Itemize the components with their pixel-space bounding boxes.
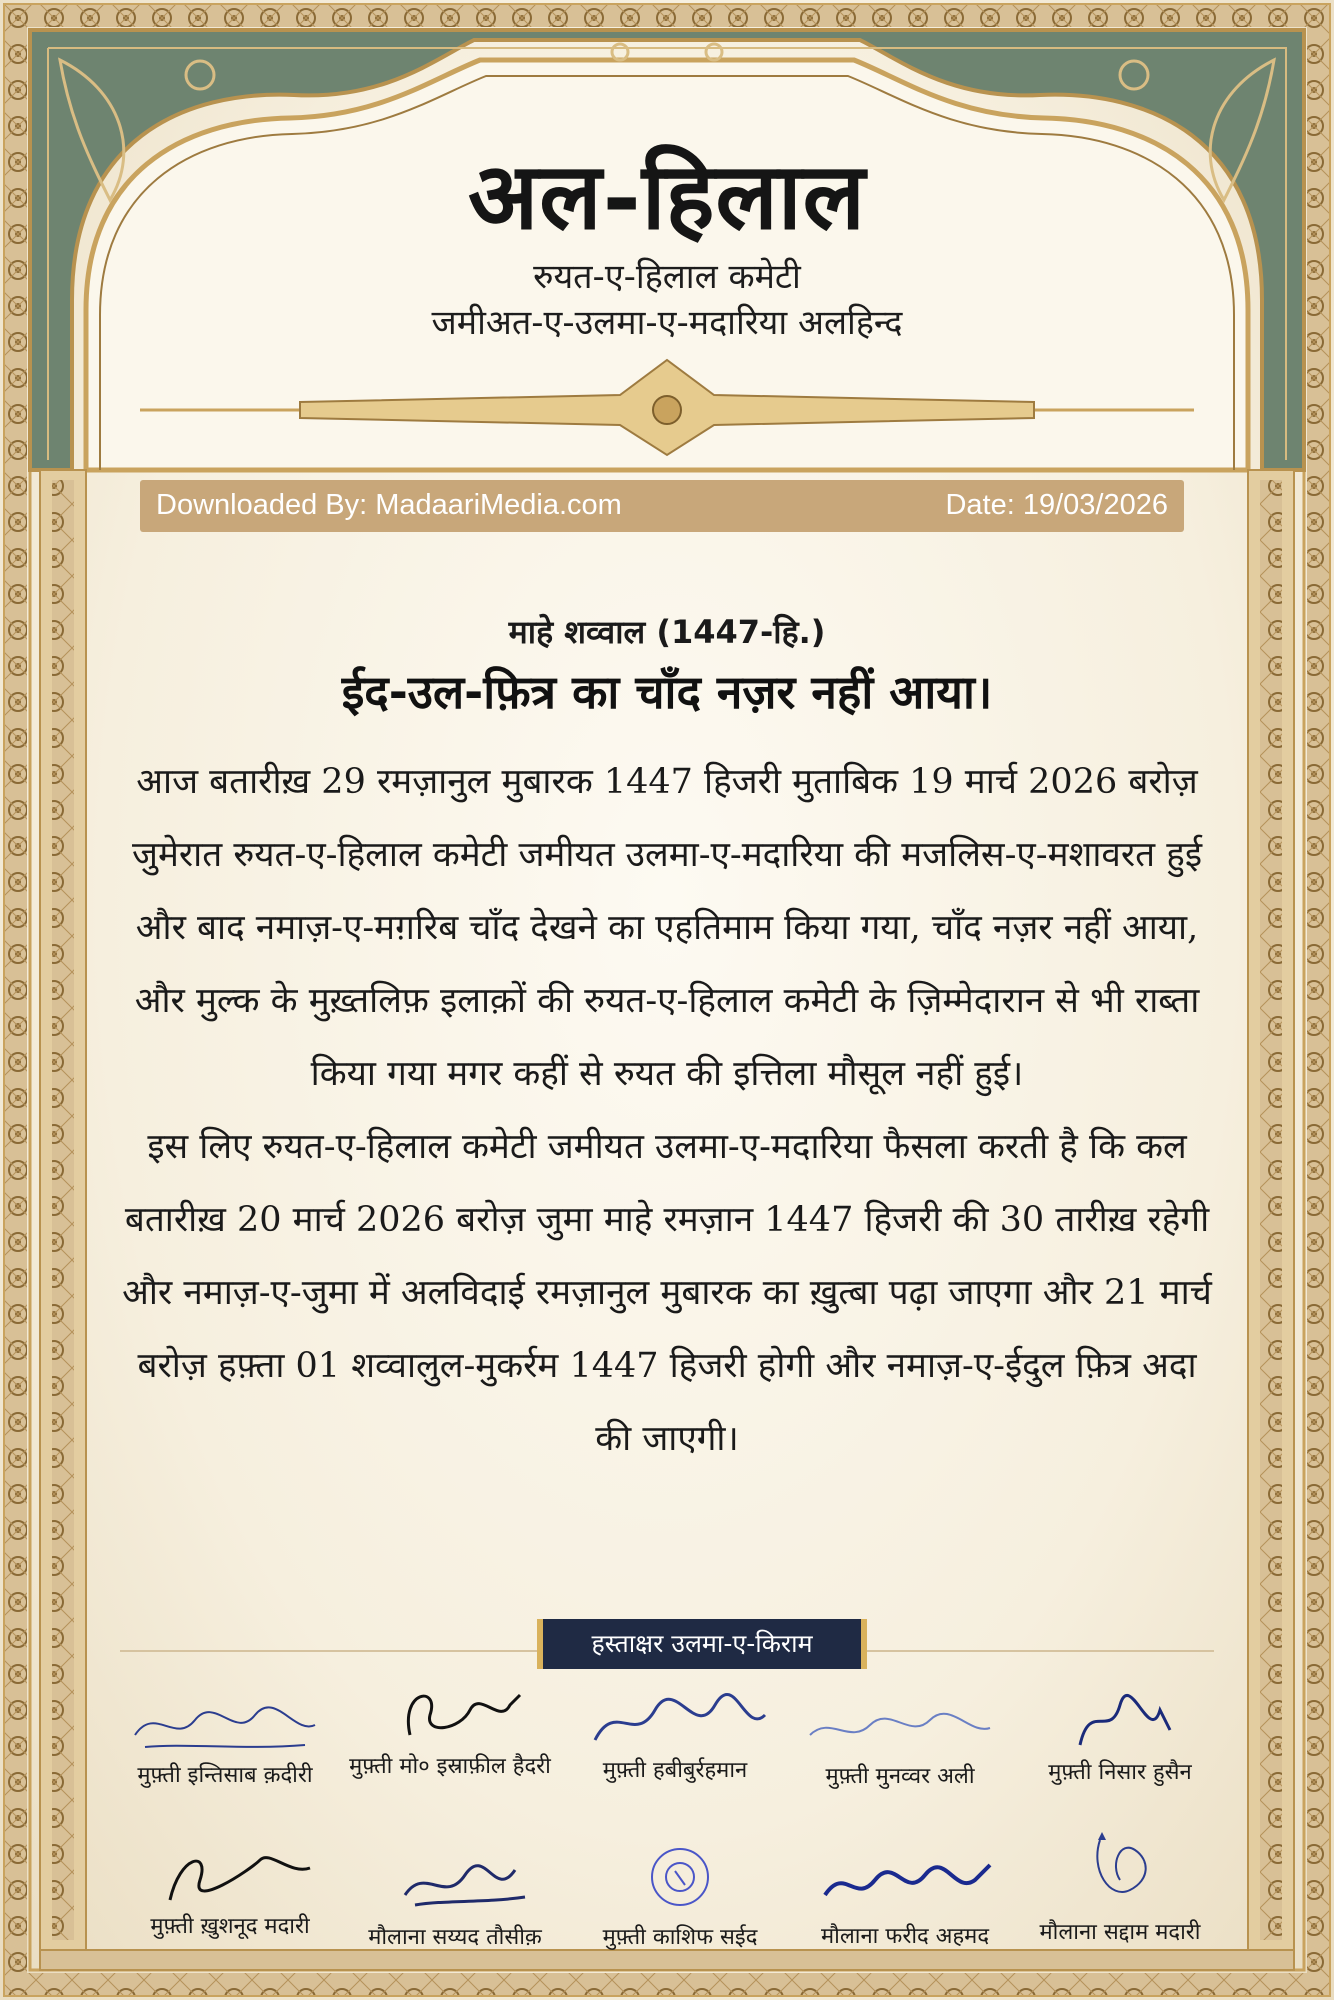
announcement-body [122,746,1212,1476]
signatory-name: मुफ़्ती निसार हुसैन [1048,1760,1192,1785]
signatory-name: मुफ़्ती इन्तिसाब क़दीरी [137,1763,313,1788]
date-text: Date: 19/03/2026 [945,489,1168,521]
signatory-name: मौलाना सद्दाम मदारी [1039,1920,1201,1945]
signature-image [125,1695,325,1759]
signature-block [555,1690,795,1784]
signature-block [110,1840,350,1940]
signature-image [130,1840,330,1910]
body-paragraph-1: आज बतारीख़ 29 रमज़ानुल मुबारक 1447 हिजरी मुताबिक 19 मार्च 2026 बरोज़ जुमेरात रुयत-ए-हिलाल कमेटी जमीयत उलमा-ए-मदारिया की मजलिस-ए-मशावरत हुई और बाद नमाज़-ए-मग़रिब चाँद देखने का एहतिमाम किया गया, चाँद नज़र नहीं आया, और मुल्क के मुख़्तलिफ़ इलाक़ों की रुयत-ए-हिलाल कमेटी के ज़िम्मेदारान से भी राब्ता किया गया मगर कहीं से रुयत की इत्तिला मौसूल नहीं हुई। [131,762,1203,1094]
signature-block [1000,1820,1240,1946]
page-title: अल-हिलाल [467,142,867,250]
organization-name: जमीअत-ए-उलमा-ए-मदारिया अलहिन्द [431,303,903,343]
body-paragraph-2: इस लिए रुयत-ए-हिलाल कमेटी जमीयत उलमा-ए-मदारिया फैसला करती है कि कल बतारीख़ 20 मार्च 2026 बरोज़ जुमा माहे रमज़ान 1447 हिजरी की 30 तारीख़ रहेगी और नमाज़-ए-जुमा में अलविदाई रमज़ानुल मुबारक का ख़ुत्बा पढ़ा जाएगा और 21 मार्च बरोज़ हफ़्ता 01 शव्वालुल-मुकर्रम 1447 हिजरी होगी और नमाज़-ए-ईदुल फ़ित्र अदा की जाएगी। [122,1127,1212,1459]
signature-image [620,1835,740,1921]
signature-image [350,1680,550,1750]
signature-block [335,1845,575,1951]
signatory-name: मौलाना फरीद अहमद [820,1924,990,1949]
signature-block [330,1680,570,1780]
signatory-name: मुफ़्ती ख़ुशनूद मदारी [150,1914,310,1939]
signature-block [1000,1690,1240,1786]
signatures-label: हस्ताक्षर उलमा-ए-किराम [537,1619,867,1669]
month-heading: माहे शव्वाल (1447-हि.) [508,613,826,651]
signature-image [800,1700,1000,1760]
signature-block [105,1695,345,1789]
signature-block [785,1850,1025,1950]
signature-image [355,1845,555,1921]
signature-block [780,1700,1020,1790]
signatory-name: मुफ़्ती काशिफ सईद [602,1925,758,1950]
signature-image [1040,1690,1200,1756]
signatory-name: मुफ़्ती मो० इस्राफ़ील हैदरी [349,1754,551,1779]
announcement-headline: ईद-उल-फ़ित्र का चाँद नज़र नहीं आया। [341,665,993,719]
signature-image [1040,1820,1200,1916]
signature-block [560,1835,800,1951]
signatory-name: मौलाना सय्यद तौसीक़ [368,1925,542,1950]
download-info-bar [140,480,1184,532]
downloaded-by-text: Downloaded By: MadaariMedia.com [156,489,622,521]
signatory-name: मुफ़्ती हबीबुर्रहमान [602,1758,748,1783]
signature-image [575,1690,775,1754]
signature-image [805,1850,1005,1920]
signatory-name: मुफ़्ती मुनव्वर अली [825,1764,975,1789]
committee-name: रुयत-ए-हिलाल कमेटी [533,257,801,297]
